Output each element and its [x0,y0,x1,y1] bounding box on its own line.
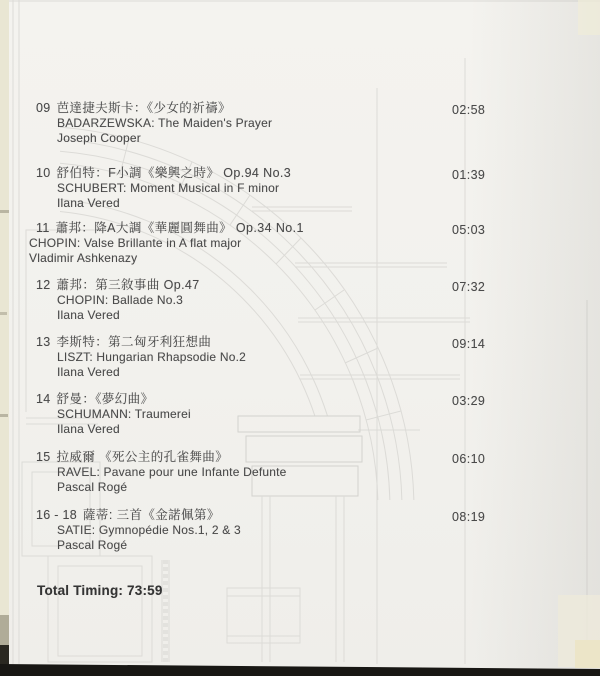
track-title-en: BADARZEWSKA: The Maiden's Prayer [57,116,273,130]
track-performer: Ilana Vered [57,421,120,436]
track-title-en: RAVEL: Pavane pour une Infante Defunte [57,465,287,479]
scan-corner-bottom-right-inner [575,640,600,668]
track-number: 09 [36,101,51,115]
track-duration: 09:14 [452,337,486,351]
track-row [36,508,241,552]
track-number: 11 [36,221,50,235]
track-number: 13 [36,335,51,349]
track-row [29,221,304,265]
track-title-en: LISZT: Hungarian Rhapsodie No.2 [57,350,246,364]
track-duration: 01:39 [452,168,486,182]
total-timing: Total Timing: 73:59 [37,583,163,598]
track-title-line [36,166,291,181]
track-title-line [36,508,241,523]
track-title-zh: 蕭邦：降A大調《華麗圓舞曲》 Op.34 No.1 [55,221,304,235]
track-title-zh: 李斯特：第二匈牙利狂想曲 [56,335,212,349]
track-duration: 07:32 [452,280,486,294]
track-duration: 02:58 [452,103,486,117]
track-performer: Ilana Vered [57,195,120,210]
track-duration: 06:10 [452,452,486,466]
track-title-line [36,278,200,293]
track-duration: 05:03 [452,223,486,237]
track-title-zh: 蕭邦：第三敘事曲 Op.47 [56,278,200,292]
track-row [36,166,291,210]
track-performer: Ilana Vered [57,307,120,322]
track-title-en: SATIE: Gymnopédie Nos.1, 2 & 3 [57,523,241,537]
track-performer: Pascal Rogé [57,479,128,494]
track-title-line [36,335,246,350]
track-row [36,278,200,322]
track-performer: Vladimir Ashkenazy [29,250,138,265]
track-title-zh: 芭達捷夫斯卡：《少女的祈禱》 [56,101,231,115]
track-title-zh: 薩蒂: 三首《金諾佩第》 [83,508,220,522]
track-number: 12 [36,278,51,292]
scan-corner-top-right [578,0,600,35]
track-number: 10 [36,166,51,180]
track-row [36,450,287,494]
track-title-en: CHOPIN: Ballade No.3 [57,293,184,307]
track-title-zh: 拉威爾 《死公主的孔雀舞曲》 [56,450,229,464]
track-row [36,335,246,379]
track-row [36,392,191,436]
track-row [36,101,272,145]
track-title-line [36,450,287,465]
track-title-en: CHOPIN: Valse Brillante in A flat major [29,236,242,250]
scan-right-shade [470,0,600,676]
track-performer: Joseph Cooper [57,130,141,145]
track-title-line [36,392,191,407]
track-title-line [36,101,272,116]
track-title-en: SCHUBERT: Moment Musical in F minor [57,181,280,195]
track-duration: 08:19 [452,510,486,524]
track-number: 16 - 18 [36,508,78,522]
track-title-zh: 舒曼：《夢幻曲》 [56,392,154,406]
track-duration: 03:29 [452,394,486,408]
track-title-zh: 舒伯特：F小調《樂興之時》 Op.94 No.3 [56,166,292,180]
track-title-line [36,221,304,236]
page-left-edge-strip [0,0,9,676]
track-number: 15 [36,450,51,464]
track-title-en: SCHUMANN: Traumerei [57,407,191,421]
track-performer: Pascal Rogé [57,537,128,552]
track-number: 14 [36,392,51,406]
track-performer: Ilana Vered [57,364,120,379]
